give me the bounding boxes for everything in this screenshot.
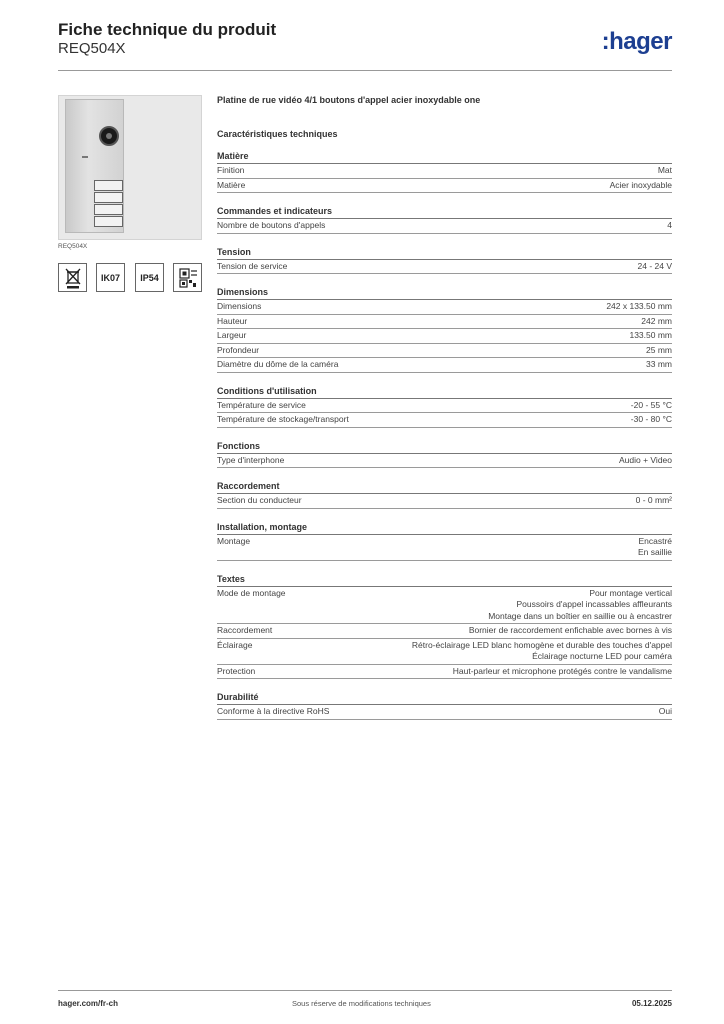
spec-label: Montage xyxy=(217,535,251,546)
spec-value xyxy=(659,706,672,718)
spec-label: Dimensions xyxy=(217,301,262,311)
spec-value-line: 242 mm xyxy=(641,315,672,326)
spec-group-title: Conditions d'utilisation xyxy=(217,386,672,399)
page-header xyxy=(58,20,672,71)
spec-row xyxy=(217,315,672,330)
spec-label: Protection xyxy=(217,665,256,676)
spec-group xyxy=(217,692,672,720)
spec-value-line: 4 xyxy=(667,220,672,230)
image-caption: REQ504X xyxy=(58,243,88,250)
spec-value-line: 24 - 24 V xyxy=(637,260,672,271)
spec-group xyxy=(217,287,672,373)
hager-logo: :hager xyxy=(601,28,672,55)
indicator-mark xyxy=(82,156,88,158)
page-title: Fiche technique du produit xyxy=(58,20,277,39)
spec-value xyxy=(658,165,672,177)
spec-row xyxy=(217,705,672,720)
product-description: Platine de rue vidéo 4/1 boutons d'appel acier inoxydable one xyxy=(217,95,481,105)
footer-website-link[interactable]: hager.com/fr-ch xyxy=(58,999,119,1008)
product-reference: REQ504X xyxy=(58,40,126,57)
spec-row xyxy=(217,413,672,428)
spec-label: Hauteur xyxy=(217,315,248,326)
spec-group xyxy=(217,151,672,193)
spec-value-line: 133.50 mm xyxy=(629,330,672,340)
spec-row xyxy=(217,329,672,344)
spec-value-line: Acier inoxydable xyxy=(609,179,672,190)
spec-value-line: Mat xyxy=(657,165,672,175)
spec-row xyxy=(217,624,672,639)
spec-value xyxy=(667,220,672,232)
spec-group xyxy=(217,386,672,428)
spec-value-line: -20 - 55 °C xyxy=(630,399,672,410)
spec-row xyxy=(217,535,672,561)
spec-group xyxy=(217,481,672,509)
spec-value-line: En saillie xyxy=(637,547,672,557)
spec-groups xyxy=(217,151,672,720)
spec-label: Profondeur xyxy=(217,344,260,355)
spec-value-line: 242 x 133.50 mm xyxy=(606,301,672,311)
specifications-title: Caractéristiques techniques xyxy=(217,129,338,139)
spec-value-line: Bornier de raccordement enfichable avec bornes à vis xyxy=(468,625,672,635)
spec-group xyxy=(217,522,672,561)
spec-value-line: Montage dans un boîtier en saillie ou à encastrer xyxy=(488,610,672,621)
spec-value xyxy=(641,316,672,328)
spec-group-title: Textes xyxy=(217,574,672,587)
spec-label: Raccordement xyxy=(217,625,273,635)
spec-value-line: Audio + Video xyxy=(618,454,672,465)
spec-value-line: Haut-parleur et microphone protégés contre le vandalisme xyxy=(452,665,672,676)
spec-value-line: -30 - 80 °C xyxy=(630,414,672,424)
weee-icon xyxy=(58,263,87,292)
spec-group-title: Commandes et indicateurs xyxy=(217,206,672,219)
spec-group-title: Matière xyxy=(217,151,672,164)
spec-value xyxy=(631,400,672,412)
spec-row xyxy=(217,358,672,373)
spec-value-line: Oui xyxy=(658,706,672,716)
ip54-badge: IP54 xyxy=(135,263,164,292)
spec-group-title: Raccordement xyxy=(217,481,672,494)
spec-value-line: Poussoirs d'appel incassables affleurants xyxy=(516,599,672,609)
spec-value-line: 0 - 0 mm² xyxy=(635,495,672,505)
call-button xyxy=(94,192,123,203)
spec-label: Mode de montage xyxy=(217,587,286,598)
spec-label: Température de service xyxy=(217,399,306,410)
qr-code-icon xyxy=(173,263,202,292)
spec-value xyxy=(646,345,672,357)
spec-row xyxy=(217,219,672,234)
spec-group-title: Tension xyxy=(217,247,672,260)
spec-group xyxy=(217,206,672,234)
spec-row xyxy=(217,399,672,414)
spec-row xyxy=(217,665,672,680)
product-image xyxy=(58,95,202,240)
footer-date: 05.12.2025 xyxy=(631,999,672,1008)
spec-group-title: Durabilité xyxy=(217,692,672,705)
specifications xyxy=(217,95,672,724)
ik07-badge: IK07 xyxy=(96,263,125,292)
spec-label: Conforme à la directive RoHS xyxy=(217,706,330,716)
spec-label: Matière xyxy=(217,179,246,190)
footer-disclaimer: Sous réserve de modifications techniques xyxy=(292,999,431,1008)
spec-value xyxy=(610,180,672,192)
spec-value xyxy=(453,666,672,678)
spec-value-line: Encastré xyxy=(638,535,672,546)
spec-label: Type d'interphone xyxy=(217,454,285,465)
spec-label: Diamètre du dôme de la caméra xyxy=(217,359,339,369)
spec-value-line: Rétro-éclairage LED blanc homogène et durable des touches d'appel xyxy=(411,639,672,650)
spec-row xyxy=(217,179,672,194)
door-station-plate xyxy=(65,99,124,233)
spec-value xyxy=(469,625,672,637)
spec-group-title: Fonctions xyxy=(217,441,672,454)
spec-value xyxy=(488,588,672,623)
spec-value xyxy=(631,414,672,426)
call-button xyxy=(94,204,123,215)
spec-row xyxy=(217,494,672,509)
spec-row xyxy=(217,260,672,275)
spec-label: Nombre de boutons d'appels xyxy=(217,220,326,230)
spec-group xyxy=(217,441,672,469)
spec-label: Éclairage xyxy=(217,639,253,650)
spec-row xyxy=(217,639,672,665)
spec-value xyxy=(636,495,672,507)
spec-label: Température de stockage/transport xyxy=(217,414,349,424)
spec-value-line: Pour montage vertical xyxy=(589,587,672,598)
spec-value-line: 33 mm xyxy=(646,359,672,369)
spec-row xyxy=(217,344,672,359)
spec-row xyxy=(217,587,672,625)
spec-label: Finition xyxy=(217,165,245,175)
spec-value xyxy=(638,261,673,273)
spec-label: Tension de service xyxy=(217,260,288,271)
spec-group-title: Installation, montage xyxy=(217,522,672,535)
camera-icon xyxy=(99,126,119,146)
spec-row xyxy=(217,454,672,469)
spec-group-title: Dimensions xyxy=(217,287,672,300)
spec-value xyxy=(412,640,672,663)
spec-label: Section du conducteur xyxy=(217,495,302,505)
spec-value xyxy=(629,330,672,342)
spec-row xyxy=(217,164,672,179)
call-button xyxy=(94,180,123,191)
spec-value xyxy=(646,359,672,371)
spec-group xyxy=(217,247,672,275)
spec-value-line: 25 mm xyxy=(646,344,672,355)
spec-label: Largeur xyxy=(217,330,247,340)
spec-row xyxy=(217,300,672,315)
spec-value xyxy=(619,455,672,467)
spec-value-line: Éclairage nocturne LED pour caméra xyxy=(532,651,672,661)
spec-value xyxy=(606,301,672,313)
page-footer xyxy=(58,990,672,1011)
spec-group xyxy=(217,574,672,680)
spec-value xyxy=(638,536,672,559)
call-button xyxy=(94,216,123,227)
